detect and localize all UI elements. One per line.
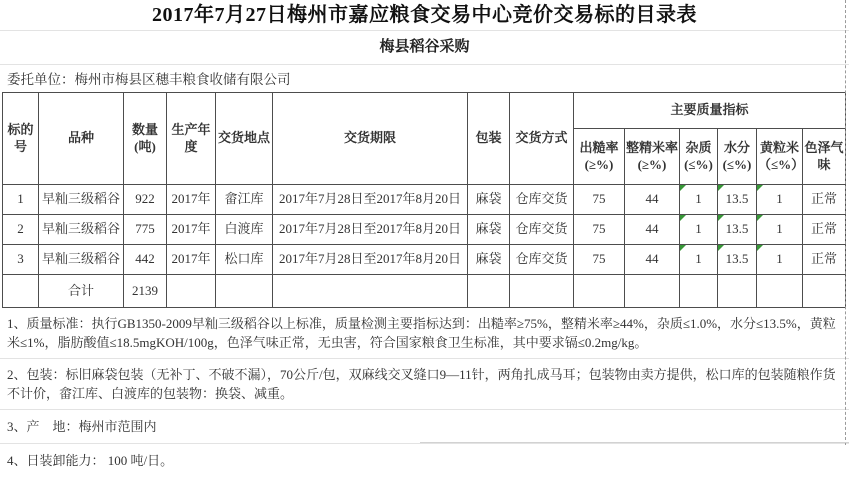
header-row-group [3, 93, 846, 129]
cell-husked-rate: 75 [574, 245, 625, 275]
col-header-lot-no: 标的号 [3, 93, 39, 185]
catalog-table [2, 92, 846, 308]
cell-empty [680, 275, 718, 308]
bottom-divider-line [420, 442, 849, 443]
cell-packing: 麻袋 [468, 185, 510, 215]
col-header-period: 交货期限 [273, 93, 468, 185]
cell-variety: 早籼三级稻谷 [39, 185, 124, 215]
total-row [3, 275, 846, 308]
cell-empty [3, 275, 39, 308]
total-label: 合计 [39, 275, 124, 308]
cell-color-odor: 正常 [803, 185, 846, 215]
cell-packing: 麻袋 [468, 215, 510, 245]
cell-husked-rate: 75 [574, 185, 625, 215]
col-header-year: 生产年度 [167, 93, 216, 185]
cell-lot-no: 1 [3, 185, 39, 215]
cell-moisture: 13.5 [718, 185, 757, 215]
cell-year: 2017年 [167, 215, 216, 245]
cell-moisture: 13.5 [718, 215, 757, 245]
cell-impurity: 1 [680, 245, 718, 275]
cell-period: 2017年7月28日至2017年8月20日 [273, 215, 468, 245]
cell-yellow-grain: 1 [757, 185, 803, 215]
note-packing: 2、包装：标旧麻袋包装（无补丁、不破不漏），70公斤/包，双麻线交叉缝口9—11针，两角扎成马耳；包装物由卖方提供，松口库的包装随粮作货不计价，畲江库、白渡库的包装物：换袋、减重。 [0, 359, 849, 410]
cell-empty [468, 275, 510, 308]
cell-year: 2017年 [167, 245, 216, 275]
page-title: 2017年7月27日梅州市嘉应粮食交易中心竞价交易标的目录表 [0, 0, 849, 31]
cell-whole-rice-rate: 44 [625, 185, 680, 215]
note-quality-standard: 1、质量标准：执行GB1350-2009早籼三级稻谷以上标准，质量检测主要指标达到：出糙率≥75%，整精米率≥44%，杂质≤1.0%，水分≤13.5%，黄粒米≤1%，脂肪酸值≤18.5mgKOH/100g，色泽气味正常，无虫害，符合国家粮食卫生标准，其中要求镉≤0.2mg/kg。 [0, 308, 849, 359]
cell-yellow-grain: 1 [757, 245, 803, 275]
col-header-quantity: 数量(吨) [124, 93, 167, 185]
col-header-packing: 包装 [468, 93, 510, 185]
note-origin: 3、产 地：梅州市范围内 [0, 410, 849, 444]
cell-empty [757, 275, 803, 308]
cell-empty [216, 275, 273, 308]
col-header-husked-rate: 出糙率(≥%) [574, 129, 625, 185]
col-header-quality-group: 主要质量指标 [574, 93, 846, 129]
cell-delivery: 仓库交货 [510, 245, 574, 275]
cell-empty [625, 275, 680, 308]
cell-period: 2017年7月28日至2017年8月20日 [273, 245, 468, 275]
cell-period: 2017年7月28日至2017年8月20日 [273, 185, 468, 215]
cell-lot-no: 3 [3, 245, 39, 275]
cell-quantity: 775 [124, 215, 167, 245]
cell-quantity: 442 [124, 245, 167, 275]
notes-section [0, 308, 849, 477]
table-row [3, 215, 846, 245]
cell-delivery: 仓库交货 [510, 215, 574, 245]
cell-empty [167, 275, 216, 308]
client-line: 委托单位：梅州市梅县区穗丰粮食收储有限公司 [7, 72, 291, 87]
cell-yellow-grain: 1 [757, 215, 803, 245]
cell-impurity: 1 [680, 185, 718, 215]
col-header-delivery: 交货方式 [510, 93, 574, 185]
cell-empty [718, 275, 757, 308]
col-header-variety: 品种 [39, 93, 124, 185]
cell-variety: 早籼三级稻谷 [39, 245, 124, 275]
cell-empty [574, 275, 625, 308]
cell-empty [803, 275, 846, 308]
page-break-dashed-line [845, 0, 846, 445]
table-row [3, 185, 846, 215]
cell-impurity: 1 [680, 215, 718, 245]
cell-whole-rice-rate: 44 [625, 215, 680, 245]
table-row [3, 245, 846, 275]
cell-year: 2017年 [167, 185, 216, 215]
cell-empty [273, 275, 468, 308]
cell-quantity: 922 [124, 185, 167, 215]
cell-whole-rice-rate: 44 [625, 245, 680, 275]
cell-location: 松口库 [216, 245, 273, 275]
cell-moisture: 13.5 [718, 245, 757, 275]
cell-variety: 早籼三级稻谷 [39, 215, 124, 245]
cell-color-odor: 正常 [803, 215, 846, 245]
col-header-yellow-grain: 黄粒米（≤%） [757, 129, 803, 185]
col-header-location: 交货地点 [216, 93, 273, 185]
total-quantity: 2139 [124, 275, 167, 308]
col-header-moisture: 水分(≤%) [718, 129, 757, 185]
cell-delivery: 仓库交货 [510, 185, 574, 215]
cell-lot-no: 2 [3, 215, 39, 245]
cell-color-odor: 正常 [803, 245, 846, 275]
page-subtitle: 梅县稻谷采购 [0, 31, 849, 65]
col-header-color-odor: 色泽气味 [803, 129, 846, 185]
note-daily-capacity: 4、日装卸能力： 100 吨/日。 [7, 453, 174, 468]
cell-husked-rate: 75 [574, 215, 625, 245]
col-header-whole-rice-rate: 整精米率(≥%) [625, 129, 680, 185]
cell-packing: 麻袋 [468, 245, 510, 275]
cell-location: 畲江库 [216, 185, 273, 215]
cell-empty [510, 275, 574, 308]
col-header-impurity: 杂质(≤%) [680, 129, 718, 185]
cell-location: 白渡库 [216, 215, 273, 245]
